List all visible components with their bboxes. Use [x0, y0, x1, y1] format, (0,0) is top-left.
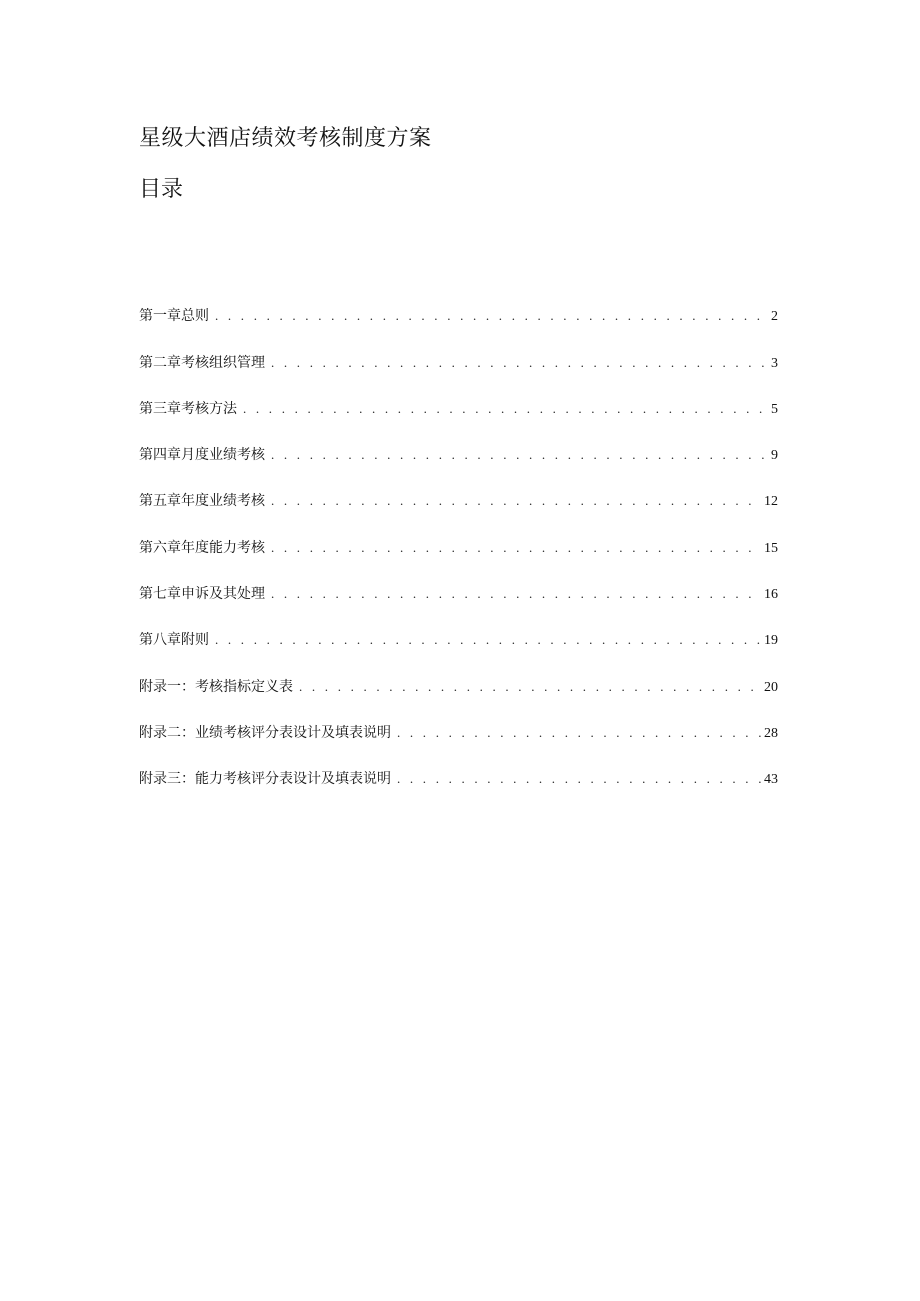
toc-entry-page: 43 [764, 772, 778, 788]
toc-entry[interactable] [139, 512, 778, 558]
toc-entry-label: 附录三：能力考核评分表设计及填表说明 [139, 771, 391, 788]
document-title: 星级大酒店绩效考核制度方案 [139, 126, 432, 151]
toc-dot-leader [271, 352, 768, 374]
toc-entry[interactable] [139, 281, 778, 327]
toc-entry[interactable] [139, 605, 778, 651]
toc-entry[interactable] [139, 420, 778, 466]
toc-dot-leader [271, 444, 768, 466]
toc-entry[interactable] [139, 698, 778, 744]
toc-entry-page: 28 [764, 725, 778, 741]
toc-entry[interactable] [139, 559, 778, 605]
toc-entry-label: 第三章考核方法 [139, 400, 237, 417]
toc-entry-label: 附录二：业绩考核评分表设计及填表说明 [139, 724, 391, 741]
toc-entry-label: 第八章附则 [139, 632, 209, 649]
toc-entry[interactable] [139, 651, 778, 697]
toc-entry-page: 19 [764, 633, 778, 649]
toc-entry-page: 20 [764, 679, 778, 695]
toc-entry-page: 9 [771, 448, 778, 464]
toc-heading: 目录 [139, 177, 184, 202]
toc-dot-leader [271, 537, 761, 559]
toc-dot-leader [271, 583, 761, 605]
toc-entry-label: 附录一：考核指标定义表 [139, 678, 293, 695]
toc-entry-page: 12 [764, 494, 778, 510]
toc-entry[interactable] [139, 374, 778, 420]
toc-entry-label: 第六章年度能力考核 [139, 539, 265, 556]
toc-dot-leader [243, 398, 768, 420]
toc-dot-leader [215, 305, 768, 327]
toc-dot-leader [299, 676, 761, 698]
toc-entry-page: 3 [771, 355, 778, 371]
toc-dot-leader [397, 722, 761, 744]
toc-dot-leader [215, 629, 761, 651]
toc-entry-label: 第四章月度业绩考核 [139, 447, 265, 464]
toc-entry-page: 16 [764, 587, 778, 603]
toc-entry-page: 15 [764, 540, 778, 556]
toc-entry-label: 第二章考核组织管理 [139, 354, 265, 371]
toc-entry-page: 5 [771, 401, 778, 417]
toc-dot-leader [397, 768, 761, 790]
toc-entry-label: 第一章总则 [139, 308, 209, 325]
toc-entry[interactable] [139, 327, 778, 373]
table-of-contents [139, 281, 778, 790]
toc-entry[interactable] [139, 744, 778, 790]
toc-entry[interactable] [139, 466, 778, 512]
toc-entry-label: 第五章年度业绩考核 [139, 493, 265, 510]
toc-entry-page: 2 [771, 309, 778, 325]
toc-entry-label: 第七章申诉及其处理 [139, 586, 265, 603]
toc-dot-leader [271, 490, 761, 512]
